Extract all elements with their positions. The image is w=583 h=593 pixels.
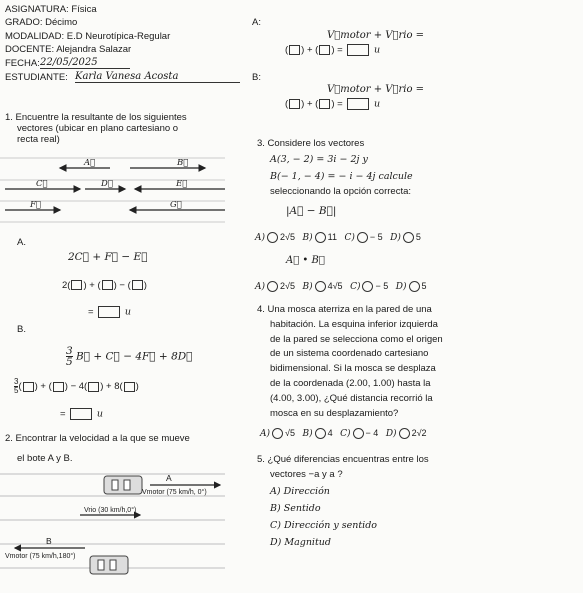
q2-text-line2: el bote A y B. (17, 453, 73, 464)
vec-label-c: C⃗ (36, 179, 48, 189)
answer-box[interactable] (102, 280, 113, 290)
answer-box[interactable] (53, 382, 64, 392)
q3-item2: A⃗ • B⃗ (286, 255, 325, 266)
boat-b (90, 556, 128, 574)
q1-part-a-result: = u (88, 306, 131, 318)
grade-label: GRADO: Décimo (5, 17, 78, 28)
boat-a (104, 476, 142, 494)
q3-vector-a: A(3, − 2) = 3i − 2j y (270, 154, 368, 165)
q1-text-line3: recta real) (17, 134, 60, 145)
q3-options1: A) 2√5 B) 11 C) − 5 D) 5 (255, 232, 421, 243)
modality-label: MODALIDAD: E.D Neurotípica-Regular (5, 31, 171, 42)
unit-label: u (373, 44, 381, 56)
date-label: FECHA: (5, 58, 40, 69)
q1-part-b-label: B. (17, 324, 26, 335)
vec-label-g: G⃗ (170, 200, 182, 210)
q2-text-line1: 2. Encontrar la velocidad a la que se mueve (5, 433, 190, 444)
option-radio[interactable] (315, 281, 326, 292)
q3-instruction: seleccionando la opción correcta: (270, 186, 412, 197)
option-radio[interactable] (409, 281, 420, 292)
unit-label: u (373, 98, 381, 110)
student-value: Karla Vanesa Acosta (75, 71, 240, 83)
q3-text-line1: 3. Considere los vectores (257, 138, 365, 149)
q3-options2: A) 2√5 B) 4√5 C) − 5 D) 5 (255, 281, 427, 292)
formula-a-boxes: ( ) + ( ) = u (285, 44, 381, 56)
option-radio[interactable] (399, 428, 410, 439)
option-radio[interactable] (272, 428, 283, 439)
vec-label-a: A⃗ (84, 158, 96, 168)
part-a-label: A: (252, 17, 261, 28)
formula-b-boxes: ( ) + ( ) = u (285, 98, 381, 110)
q5-option-b[interactable]: B) Sentido (270, 503, 321, 514)
q1-part-b-expr: $\frac{3}{5}$ B⃗ + C⃗ − 4F⃗ + 8D⃗ (66, 345, 193, 368)
vec-label-d: D⃗ (101, 179, 113, 189)
formula-a: V⃗motor + V⃗rio = (327, 30, 425, 41)
answer-box[interactable] (70, 408, 92, 420)
answer-box[interactable] (132, 280, 143, 290)
q5-text-line2: vectores −a y a ? (270, 469, 343, 480)
q1-part-a-expr: 2C⃗ + F⃗ − E⃗ (68, 251, 148, 263)
vec-label-f: F⃗ (30, 200, 41, 210)
q4-line6: de la coordenada (2.00, 1.00) hasta la (270, 378, 431, 389)
option-radio[interactable] (357, 232, 368, 243)
q3-item1: |A⃗ − B⃗| (286, 205, 337, 217)
q3-vector-b: B(− 1, − 4) = − i − 4j calcule (270, 171, 413, 182)
option-radio[interactable] (267, 232, 278, 243)
option-radio[interactable] (315, 428, 326, 439)
q5-option-c[interactable]: C) Dirección y sentido (270, 520, 378, 531)
boat-a-label: A (166, 473, 172, 483)
answer-box[interactable] (98, 306, 120, 318)
q4-line8: mosca en su desplazamiento? (270, 408, 399, 419)
q1-part-b-fill: $\frac{3}{5}$ ( ) + ( ) − 4( ) + 8( ) (14, 377, 139, 395)
q4-line3: de la pared se selecciona como el origen (270, 334, 443, 345)
q4-line7: (4.00, 3.00), ¿Qué distancia recorrió la (270, 393, 433, 404)
vmotor-b-label: Vmotor (75 km/h,180°) (5, 553, 76, 560)
q1-part-a-fill: 2( ) + ( ) − ( ) (62, 280, 147, 291)
answer-box[interactable] (88, 382, 99, 392)
q4-line1: 4. Una mosca aterriza en la pared de una (257, 304, 432, 315)
q1-text-line1: 1. Encuentre la resultante de los siguientes (5, 112, 187, 123)
vec-label-b: B⃗ (177, 158, 189, 168)
q4-line5: bidimensional. Si la mosca se desplaza (270, 363, 436, 374)
q4-options: A) √5 B) 4 C) − 4 D) 2√2 (260, 428, 427, 439)
q5-option-d[interactable]: D) Magnitud (270, 537, 331, 548)
option-radio[interactable] (353, 428, 364, 439)
boat-b-label: B (46, 536, 52, 546)
option-radio[interactable] (267, 281, 278, 292)
q1-part-b-result: = u (60, 408, 103, 420)
q4-line2: habitación. La esquina inferior izquierda (270, 319, 438, 330)
answer-box[interactable] (23, 382, 34, 392)
option-radio[interactable] (362, 281, 373, 292)
q5-text-line1: 5. ¿Qué diferencias encuentras entre los (257, 454, 429, 465)
vec-label-e: E⃗ (176, 179, 188, 189)
part-b-label: B: (252, 72, 261, 83)
student-label: ESTUDIANTE: (5, 72, 68, 83)
subject-label: ASIGNATURA: Física (5, 4, 97, 15)
q4-line4: de un sistema coordenado cartesiano (270, 348, 429, 359)
formula-b: V⃗motor + V⃗rio = (327, 84, 425, 95)
answer-box[interactable] (124, 382, 135, 392)
date-value: 22/05/2025 (40, 57, 130, 69)
q5-option-a[interactable]: A) Dirección (270, 486, 330, 497)
option-radio[interactable] (403, 232, 414, 243)
vrio-label: Vrio (30 km/h,0°) (84, 507, 137, 514)
q1-part-a-label: A. (17, 237, 26, 248)
vmotor-a-label: Vmotor (75 km/h, 0°) (142, 489, 207, 496)
option-radio[interactable] (315, 232, 326, 243)
teacher-label: DOCENTE: Alejandra Salazar (5, 44, 132, 55)
q1-text-line2: vectores (ubicar en plano cartesiano o (17, 123, 179, 134)
answer-box[interactable] (71, 280, 82, 290)
